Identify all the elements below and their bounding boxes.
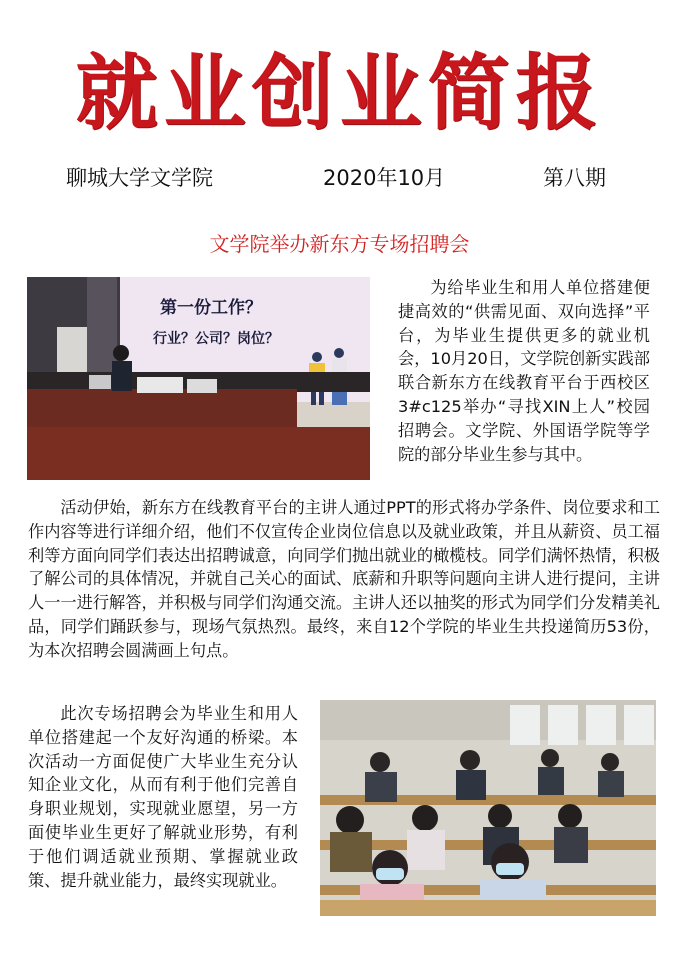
article-paragraph-2: 活动伊始，新东方在线教育平台的主讲人通过PPT的形式将办学条件、岗位要求和工作内容等进行详细介绍，他们不仅宣传企业岗位信息以及就业政策，并且从薪资、员工福利等方面向同学们表达出招聘诚意，向同学们抛出就业的橄榄枝。同学们满怀热情，积极了解公司的具体情况，并就自己关心的面试、底薪和升职等问题向主讲人进行提问，主讲人一一进行解答，并积极与同学们沟通交流。主讲人还以抽奖的形式为同学们分发精美礼品，同学们踊跃参与，现场气氛热烈。最终，来自12个学院的毕业生共投递简历53份，为本次招聘会圆满画上句点。 — [28, 498, 660, 660]
presentation-photo — [27, 277, 370, 480]
slide-line2: 行业？公司？岗位？ — [153, 331, 279, 347]
issue-number: 第八期 — [543, 166, 606, 190]
article-paragraph-1: 为给毕业生和用人单位搭建便捷高效的“供需见面、双向选择”平台，为毕业生提供更多的就业机会，10月20日，文学院创新实践部联合新东方在线教育平台于西校区3#c125举办“寻找XIN上人”校园招聘会。文学院、外国语学院等学院的部分毕业生参与其中。 — [398, 278, 650, 464]
slide-line1: 第一份工作？ — [160, 298, 262, 318]
issue-info — [0, 162, 679, 190]
masthead-title: 就业创业简报 — [75, 45, 604, 141]
article-paragraph-3: 此次专场招聘会为毕业生和用人单位搭建起一个友好沟通的桥梁。本次活动一方面促使广大毕业生充分认知企业文化，从而有利于他们完善自身职业规划，实现就业愿望，另一方面使毕业生更好了解就业形势，有利于他们调适就业预期、掌握就业政策、提升就业能力，最终实现就业。 — [28, 704, 298, 890]
students-photo — [320, 700, 656, 916]
issue-org: 聊城大学文学院 — [66, 166, 213, 190]
issue-date: 2020年10月 — [323, 166, 446, 190]
article-headline: 文学院举办新东方专场招聘会 — [209, 232, 470, 256]
